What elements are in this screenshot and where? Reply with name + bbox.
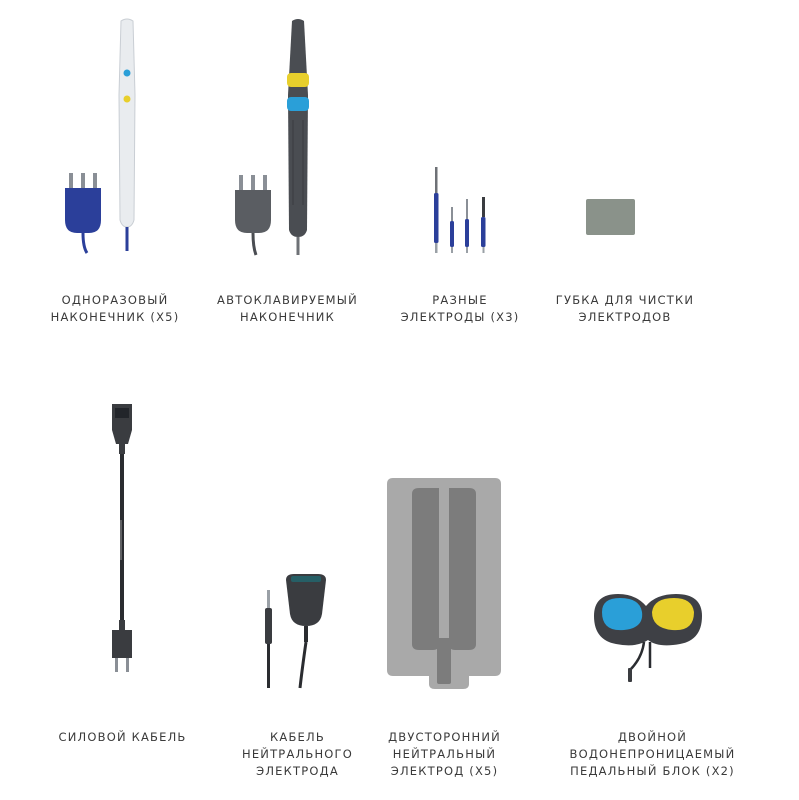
- caption-line: ВОДОНЕПРОНИЦАЕМЫЙ: [569, 747, 736, 761]
- sponge-image: [586, 199, 635, 235]
- caption-line: ДВОЙНОЙ: [617, 730, 688, 744]
- caption-disposable-handpiece: [40, 292, 190, 326]
- electrodes-image: [425, 165, 495, 260]
- caption-line: НАКОНЕЧНИК (X5): [50, 310, 180, 324]
- caption-line: РАЗНЫЕ: [432, 293, 488, 307]
- caption-foot-pedal: [560, 729, 745, 780]
- autoclavable-handpiece-image: [230, 15, 330, 260]
- caption-neutral-electrode-pad: [382, 729, 507, 780]
- caption-neutral-cable: [225, 729, 370, 780]
- caption-line: НЕЙТРАЛЬНОГО: [241, 747, 354, 761]
- caption-line: СИЛОВОЙ КАБЕЛЬ: [58, 730, 187, 744]
- caption-line: ЭЛЕКТРОДА: [256, 764, 339, 778]
- foot-pedal-image: [588, 588, 708, 688]
- caption-line: ЭЛЕКТРОДЫ (X3): [400, 310, 520, 324]
- caption-cleaning-sponge: [540, 292, 710, 326]
- caption-line: ГУБКА ДЛЯ ЧИСТКИ: [555, 293, 695, 307]
- neutral-cable-image: [258, 570, 333, 695]
- power-cable-image: [100, 400, 145, 680]
- caption-line: ПЕДАЛЬНЫЙ БЛОК (X2): [570, 764, 735, 778]
- caption-line: ДВУСТОРОННИЙ: [388, 730, 501, 744]
- neutral-electrode-pad-image: [387, 478, 502, 690]
- caption-line: НЕЙТРАЛЬНЫЙ: [392, 747, 497, 761]
- caption-line: КАБЕЛЬ: [270, 730, 325, 744]
- caption-autoclavable-handpiece: [205, 292, 370, 326]
- caption-power-cable: [40, 729, 205, 746]
- disposable-handpiece-image: [55, 15, 155, 255]
- caption-line: ЭЛЕКТРОДОВ: [578, 310, 672, 324]
- caption-line: ЭЛЕКТРОД (X5): [390, 764, 499, 778]
- caption-line: ОДНОРАЗОВЫЙ: [61, 293, 169, 307]
- caption-line: НАКОНЕЧНИК: [240, 310, 335, 324]
- caption-various-electrodes: [385, 292, 535, 326]
- caption-line: АВТОКЛАВИРУЕМЫЙ: [217, 293, 358, 307]
